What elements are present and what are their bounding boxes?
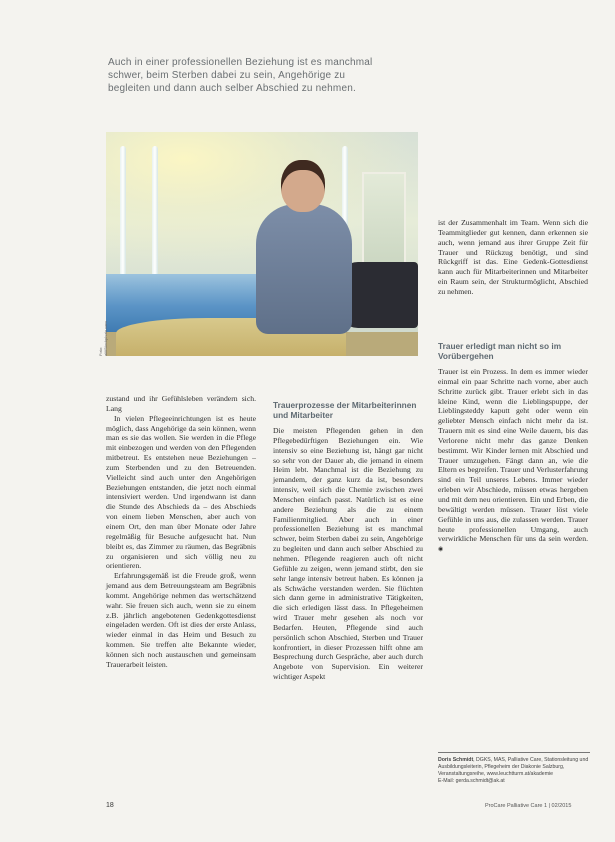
section-heading: Trauerprozesse der Mitarbeiterinnen und Mitarbeiter: [273, 400, 417, 420]
magazine-footer: ProCare Palliative Care 1 | 02/2015: [485, 803, 572, 809]
column-2: [273, 426, 423, 682]
column-3-bottom: [438, 367, 588, 556]
person-body: [256, 204, 352, 334]
person-head: [281, 160, 325, 212]
paragraph: zustand und ihr Gefühlsleben verändern sich. Lang: [106, 394, 256, 413]
author-email: E-Mail: gerda.schmidt@ak.at: [438, 778, 505, 784]
column-3-top: [438, 218, 588, 297]
paragraph: Die meisten Pflegenden gehen in den Pflegebedürftigen Beziehungen ein. Wie intensiv so eine Beziehung ist, hängt gar nicht so sehr von der Dauer ab, die jemand in einem Heim lebt. Manchmal ist die Beziehung zu jemandem, der ganz kurz da ist, besonders intensiv, weil sich die Chemie zwischen zwei Menschen einfach passt. Natürlich ist es eine andere Beziehung als die zu einem Familienmitglied. Aber auch in einer professionellen Beziehung ist es manchmal schwer, beim Sterben dabei zu sein, Angehörige zu begleiten und dann auch selber Abschied zu nehmen. Pflegende reagieren auch oft nicht Gefühle zu zeigen, wenn jemand stirbt, den sie sehr lange intensiv betreut haben. Es können ja als Schwäche verstanden werden. Sie flüchten sich dann gerne in administrative Tätigkeiten, die sich erledigen lässt dass. In Pflegeheimen wird Trauer mehr gesehen als noch vor Bedarfen. Heuten, Pflegende sind auch persönlich schon Abschied, Sterben und Trauer konfrontiert, in dieser Prozessen hilft ohne am Besprechung durch Gespräche, aber auch durch Angebote von Supervision. Ein weiterer wichtiger Aspekt: [273, 426, 423, 682]
paragraph: In vielen Pflegeeinrichtungen ist es heute möglich, dass Angehörige da sein können, wenn man es sie das wollen. Sie werden in die Pflege mit einbezogen und werden von den Pflegenden mitbetreut. Es entstehen neue Beziehungen – zum Sterbenden und zu den Betreuenden. Vielleicht sind auch unter den Angehörigen Beziehungen entstanden, die jetzt noch einmal intensiviert werden. Und irgendwann ist dann die Stunde des Abschieds da – des Abschieds von einem lieben Menschen, aber auch von einem Ort, den man über Monate oder Jahre regelmäßig für Besuche aufgesucht hat. Nun bleibt es, das Zimmer zu räumen, das Begräbnis zu organisieren und sich völlig neu zu orientieren.: [106, 413, 256, 571]
page-number: 18: [106, 802, 114, 809]
column-1: [106, 394, 256, 670]
paragraph: Erfahrungsgemäß ist die Freude groß, wenn jemand aus dem Betreuungsteam am Begräbnis kommt. Angehörige nehmen das wertschätzend wahr. Sie freuen sich auch, wenn sie zu einem z.B. jährlich angebotenen Gedenkgottesdienst eingeladen werden. Oft ist dies der erste Anlass, wieder einmal in das Heim und Besuch zu kommen. Sie treffen alte Bekannte wieder, können sich noch austauschen und gemeinsam Trauerarbeit leisten.: [106, 571, 256, 669]
author-name: Doris Schmidt: [438, 757, 474, 763]
paragraph: Trauer ist ein Prozess. In dem es immer wieder einmal ein paar Schritte nach vorne, aber auch Schritte zurück gibt. Trauer erlebt sich in das kleine Kind, wenn die Lieblingspuppe, der Lieblingsteddy kaputt geht oder wenn ein geliebter Mensch einfach nicht mehr da ist. Trauern mit es sind eine Weile dauern, bis das Verlorene nicht mehr das ganze Denken bestimmt. Wir Kinder lernen mit Abschied und Trauer umzugehen. Fängt dann an, wie die Eltern es begreifen. Trauer und Verlusterfahrung sind ein Teil unseres Lebens. Immer wieder erleben wir Abschiede, müssen etwas hergeben und mit dem neu orientieren. Ein und Erben, die bewältigt werden müssen. Trauer löst viele Gefühle in uns aus, die zulassen werden. Trauer heute professionellen Umgang, auch verwirkliche Menschen für uns da sein werden.: [438, 367, 588, 544]
divider: [438, 752, 590, 753]
pull-quote: Auch in einer professionellen Beziehung ist es manchmal schwer, beim Sterben dabei zu sein, Angehörige zu begleiten und dann auch selber Abschied zu nehmen.: [108, 57, 373, 95]
photo-credit: Foto: ali/iStockphoto.com: [98, 321, 108, 356]
article-photo: [106, 132, 418, 356]
author-bio: [438, 757, 590, 785]
paragraph: ist der Zusammenhalt im Team. Wenn sich die Teammitglieder gut kennen, dann erkennen sie auch, wenn jemand aus ihrer Gruppe Zeit für Trauer und Rückzug benötigt, und sind Rückgriff ist das. Eine Gedenk-Gottesdienst kann auch für Mitarbeiterinnen und Mitarbeiter ein Raum sein, der Strukturmöglicht, Abschied zu nehmen.: [438, 218, 588, 296]
author-description: , DGKS, MAS, Palliative Care, Stationsleitung und Ausbildungsleiterin, Pflegeheim der Diakonie Salzburg, Veranstaltungsreihe, www.leuchtturm.at/akademie: [438, 757, 589, 777]
end-of-article-icon: ◉: [438, 546, 444, 553]
section-heading: Trauer erledigt man nicht so im Vorübergehen: [438, 341, 562, 361]
mirror: [362, 172, 406, 276]
